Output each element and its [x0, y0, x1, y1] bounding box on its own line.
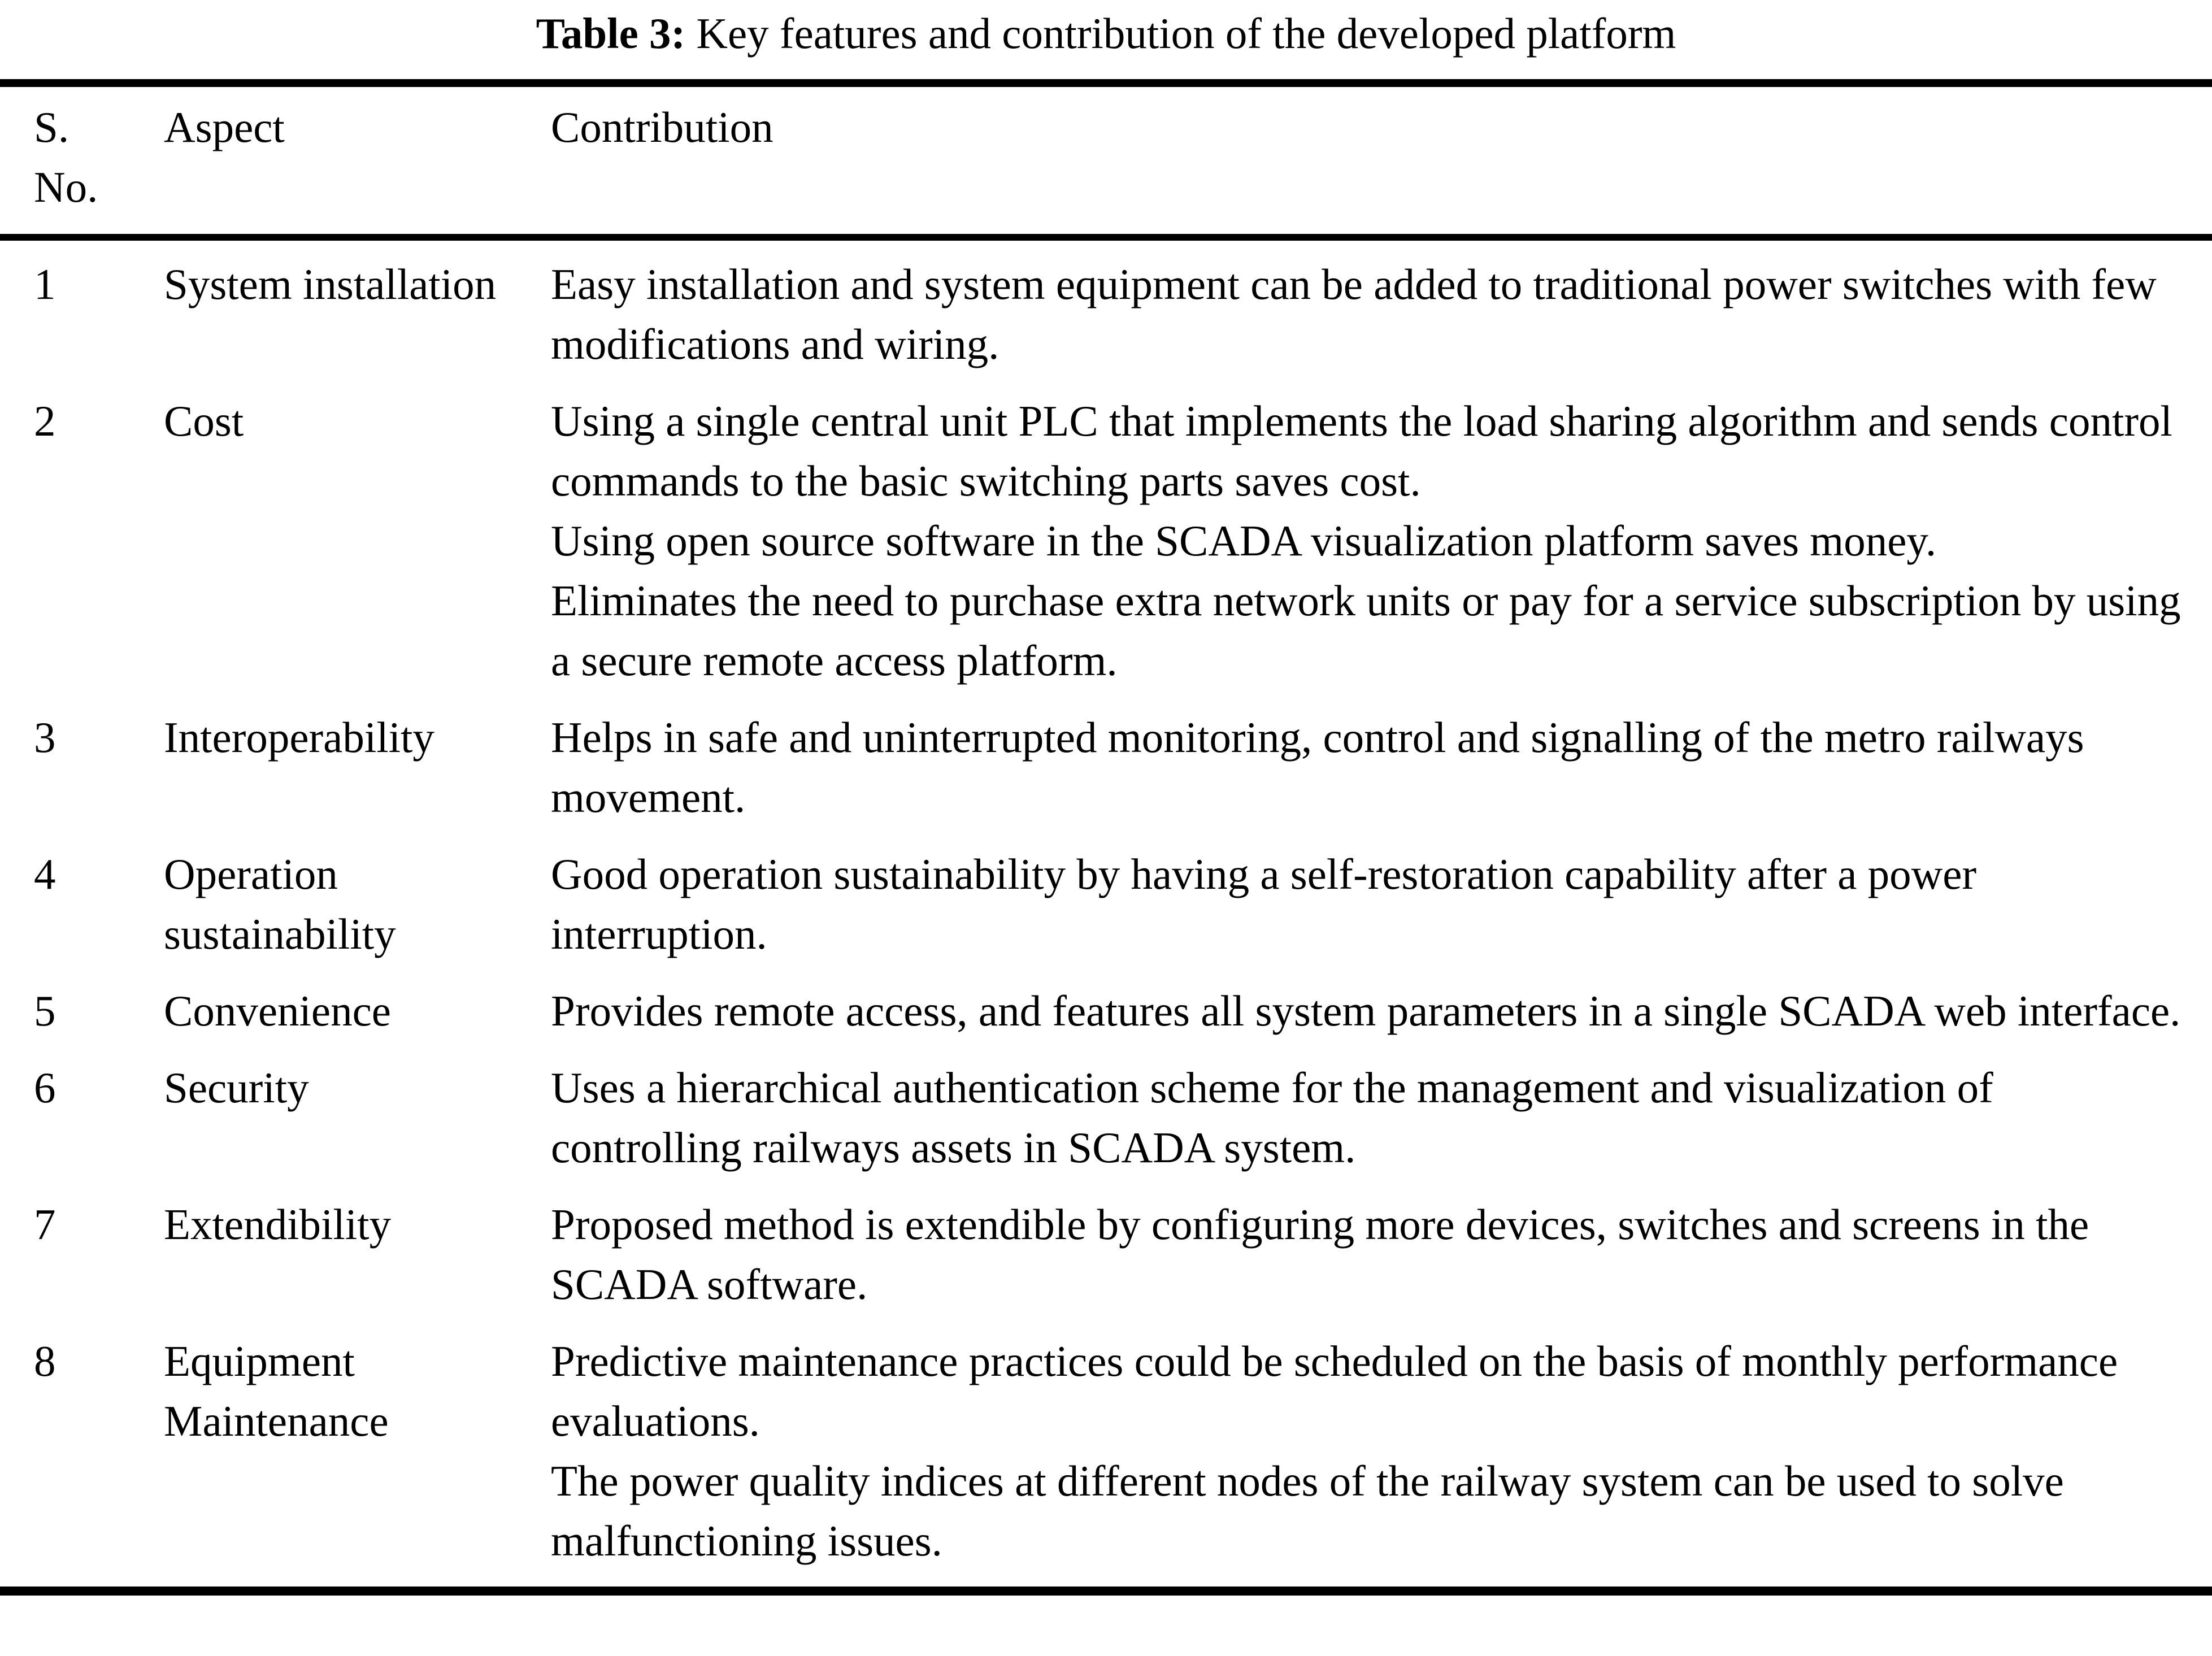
row-number: 5	[34, 986, 56, 1035]
contribution-paragraph: Using a single central unit PLC that implements the load sharing algorithm and sends control commands to the basic switching parts saves cost.	[551, 397, 2172, 505]
aspect-cell: Extendibility	[164, 1200, 392, 1249]
table-row	[0, 391, 2212, 690]
header-cell-aspect: Aspect	[164, 103, 285, 151]
row-number: 7	[34, 1200, 56, 1249]
contribution-cell	[551, 981, 2181, 1041]
contribution-paragraph: Predictive maintenance practices could be scheduled on the basis of monthly performance evaluations.	[551, 1337, 2118, 1445]
table-header-separator-rule	[0, 234, 2212, 241]
row-number: 6	[34, 1063, 56, 1112]
contribution-cell	[551, 1331, 2181, 1571]
table-row	[0, 844, 2212, 964]
contribution-paragraph: Easy installation and system equipment can be added to traditional power switches with few modifications and wiring.	[551, 260, 2157, 368]
contribution-cell	[551, 1058, 2181, 1177]
contribution-paragraph: Helps in safe and uninterrupted monitoring, control and signalling of the metro railways movement.	[551, 713, 2084, 822]
table-caption-label: Table 3:	[536, 9, 686, 58]
row-number: 2	[34, 397, 56, 445]
aspect-cell: Security	[164, 1063, 309, 1112]
contribution-cell	[551, 391, 2181, 690]
contribution-cell	[551, 254, 2181, 374]
contribution-cell	[551, 707, 2181, 827]
contribution-paragraph: Proposed method is extendible by configuring more devices, switches and screens in the SCADA software.	[551, 1200, 2089, 1309]
contribution-paragraph: Provides remote access, and features all system parameters in a single SCADA web interface.	[551, 986, 2181, 1035]
aspect-cell: System installation	[164, 260, 497, 308]
row-number: 1	[34, 260, 56, 308]
aspect-cell: Operation sustainability	[164, 850, 396, 958]
row-number: 3	[34, 713, 56, 762]
table	[0, 79, 2212, 1596]
contribution-cell	[551, 1194, 2181, 1314]
header-cell-contribution: Contribution	[551, 103, 773, 151]
table-caption-text: Key features and contribution of the developed platform	[696, 9, 1676, 58]
aspect-cell: Cost	[164, 397, 244, 445]
contribution-paragraph: Good operation sustainability by having a self-restoration capability after a power interruption.	[551, 850, 1977, 958]
row-number: 4	[34, 850, 56, 898]
table-top-rule	[0, 79, 2212, 87]
contribution-paragraph: The power quality indices at different nodes of the railway system can be used to solve malfunctioning issues.	[551, 1457, 2064, 1565]
table-row	[0, 1194, 2212, 1314]
contribution-cell	[551, 844, 2181, 964]
contribution-paragraph: Eliminates the need to purchase extra network units or pay for a service subscription by using a secure remote access platform.	[551, 576, 2181, 685]
aspect-cell: Interoperability	[164, 713, 434, 762]
header-cell-sno	[34, 97, 164, 217]
table-caption	[0, 3, 2212, 63]
table-bottom-rule	[0, 1587, 2212, 1596]
header-sno-line1: S.	[34, 103, 69, 151]
table-row	[0, 1331, 2212, 1571]
table-row	[0, 254, 2212, 374]
table-row	[0, 707, 2212, 827]
table-body	[0, 241, 2212, 1587]
contribution-paragraph: Uses a hierarchical authentication scheme for the management and visualization of controlling railways assets in SCADA system.	[551, 1063, 1993, 1172]
table-row	[0, 1058, 2212, 1177]
header-sno-line2: No.	[34, 163, 98, 211]
table-header-row	[0, 87, 2212, 234]
aspect-cell: Equipment Maintenance	[164, 1337, 389, 1445]
table-row	[0, 981, 2212, 1041]
contribution-paragraph: Using open source software in the SCADA visualization platform saves money.	[551, 516, 1937, 565]
aspect-cell: Convenience	[164, 986, 391, 1035]
row-number: 8	[34, 1337, 56, 1385]
